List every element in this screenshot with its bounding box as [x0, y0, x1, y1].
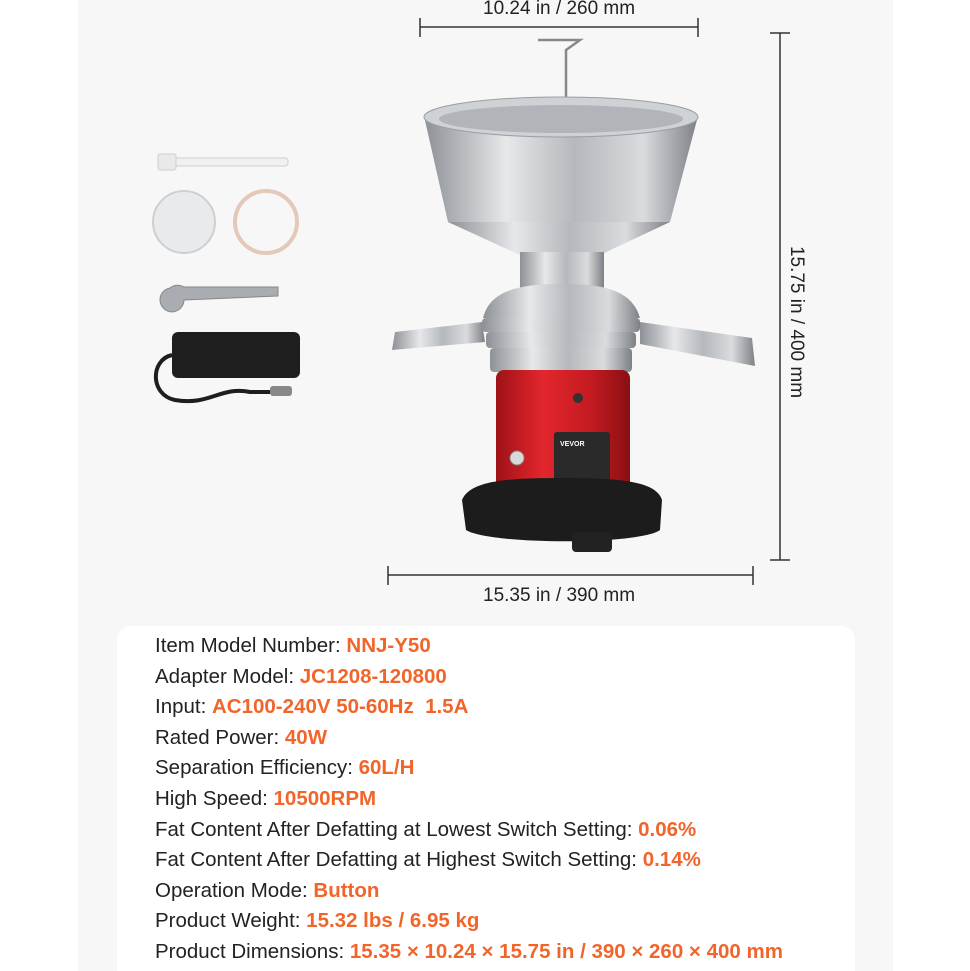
wrench-icon — [160, 285, 278, 312]
spec-row-fat-lowest: Fat Content After Defatting at Lowest Switch Setting: 0.06% — [155, 817, 697, 841]
depth-dimension-label: 15.35 in / 390 mm — [483, 585, 636, 606]
spec-row-separation-efficiency: Separation Efficiency: 60L/H — [155, 756, 415, 780]
filter-disc-icon — [153, 191, 215, 253]
spec-row-operation-mode: Operation Mode: Button — [155, 878, 380, 902]
specifications-list — [155, 631, 875, 968]
spec-row-product-weight: Product Weight: 15.32 lbs / 6.95 kg — [155, 909, 480, 933]
cream-separator-machine — [392, 40, 755, 552]
cleaning-brush-icon — [158, 154, 288, 170]
sealing-ring-icon — [235, 191, 297, 253]
spec-row-adapter-model: Adapter Model: JC1208-120800 — [155, 664, 447, 688]
product-brand-label: VEVOR — [560, 441, 585, 448]
spec-row-model-number: Item Model Number: NNJ-Y50 — [155, 634, 431, 657]
spec-row-input: Input: AC100-240V 50-60Hz 1.5A — [155, 695, 469, 719]
spec-row-fat-highest: Fat Content After Defatting at Highest Switch Setting: 0.14% — [155, 848, 701, 872]
depth-dimension-line — [388, 566, 753, 585]
height-dimension-label: 15.75 in / 400 mm — [786, 245, 807, 399]
width-dimension-label: 10.24 in / 260 mm — [483, 0, 636, 19]
spec-row-high-speed: High Speed: 10500RPM — [155, 786, 377, 810]
spec-row-rated-power: Rated Power: 40W — [155, 725, 328, 749]
spec-row-product-dimensions: Product Dimensions: 15.35 × 10.24 × 15.75 in / 390 × 260 × 400 mm — [155, 939, 783, 963]
power-adapter-icon — [156, 332, 300, 401]
width-dimension-line — [420, 18, 698, 37]
